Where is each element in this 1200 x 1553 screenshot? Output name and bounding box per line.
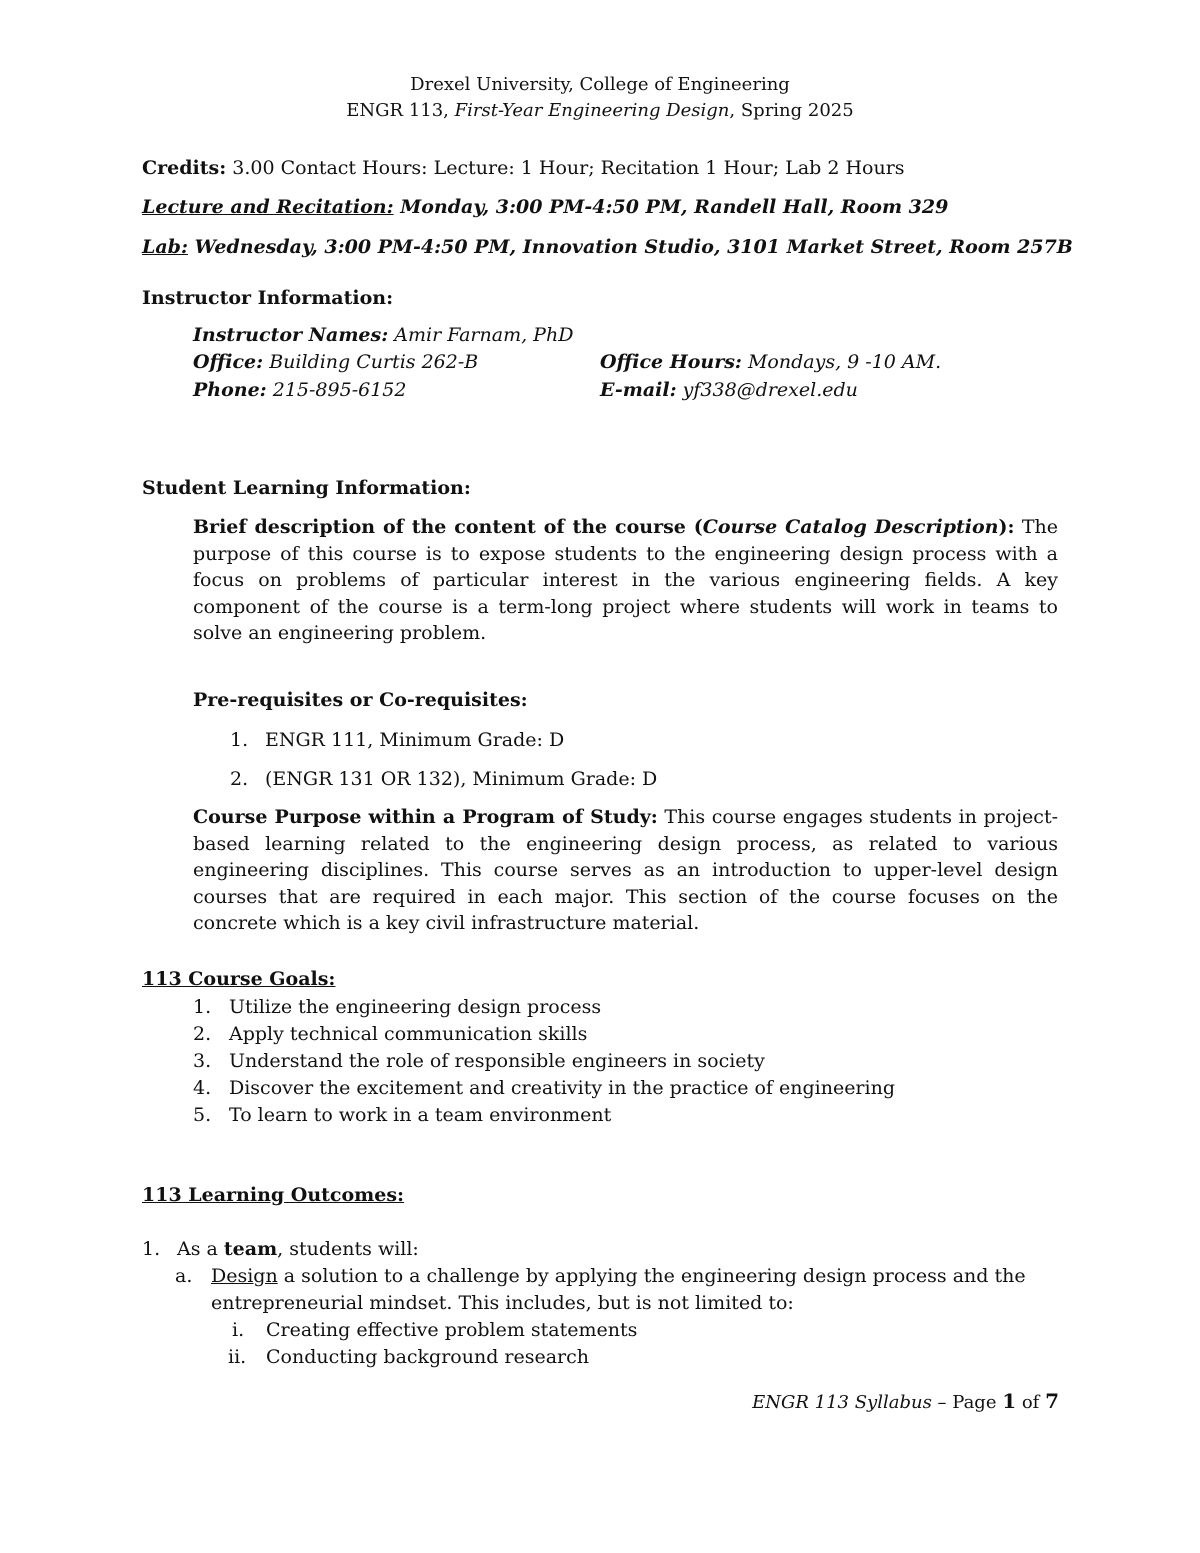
course-description [193,514,1058,647]
course-title: First-Year Engineering Design [454,100,730,121]
goal-item [193,1048,765,1074]
goal-number: 3. [193,1050,212,1072]
instructor-names [193,322,573,348]
office-hours-label: Office Hours: [600,351,742,373]
goal-number: 5. [193,1104,212,1126]
office-label: Office: [193,351,264,373]
description-text: The purpose of this course is to expose students to the engineering design process with a focus on problems of particular interest in the various engineering fields. A key component of the course is a term-long project where students will work in teams to solve an engineering problem. [193,516,1058,644]
course-term: , Spring 2025 [729,100,854,121]
university-line [0,73,1200,97]
outcome-design-word: Design [211,1265,278,1287]
instructor-office-hours [600,349,941,375]
instructor-email [600,377,858,403]
outcome-number: 1. [142,1238,161,1260]
footer-total-pages: 7 [1045,1389,1059,1413]
outcome-roman: i. [232,1319,245,1341]
student-learning-heading: Student Learning Information: [142,477,471,499]
outcome-letter: a. [175,1265,193,1287]
prereq-number: 1. [230,729,249,751]
outcome-team: team [223,1238,278,1260]
goal-item [193,1102,611,1128]
outcome-text-post: , students will: [277,1238,419,1260]
instructor-phone [193,377,406,403]
footer-doc-name: ENGR 113 Syllabus [752,1392,932,1413]
outcome-text-pre: As a [177,1238,224,1260]
goal-number: 4. [193,1077,212,1099]
description-label: Brief description of the content of the course ( [193,516,703,538]
goal-text: To learn to work in a team environment [229,1104,612,1126]
instructor-names-label: Instructor Names: [193,324,389,346]
lab-text: Wednesday, 3:00 PM-4:50 PM, Innovation Studio, 3101 Market Street, Room 257B [187,236,1073,258]
prereq-item [230,766,657,792]
prereq-text: (ENGR 131 OR 132), Minimum Grade: D [265,768,658,790]
goal-item [193,1021,587,1047]
outcome-sub-text: Creating effective problem statements [266,1319,638,1341]
lecture-text: Monday, 3:00 PM-4:50 PM, Randell Hall, Room 329 [393,196,949,218]
university-name: Drexel University, College of Engineering [410,74,790,95]
email-label: E-mail: [600,379,677,401]
goal-text: Apply technical communication skills [229,1023,588,1045]
footer-page-text: – Page [931,1392,1003,1413]
course-title-line [0,99,1200,123]
outcome-subitem [232,1317,637,1343]
lab-label: Lab: [142,236,188,258]
lab-line [142,234,1073,260]
outcome-item-a [175,1263,1026,1289]
page-footer [752,1389,1059,1415]
description-label-end: ): [998,516,1015,538]
prereq-text: ENGR 111, Minimum Grade: D [265,729,565,751]
outcome-a-text: a solution to a challenge by applying the engineering design process and the [277,1265,1026,1287]
purpose-text: This course engages students in project-based learning related to the engineering design process, as related to various engineering disciplines. This course serves as an introduction to upper-level design courses that are required in each major. This section of the course focuses on the concrete which is a key civil infrastructure material. [193,806,1058,934]
goal-item [193,994,601,1020]
outcome-item-1 [142,1236,419,1262]
footer-of-text: of [1016,1392,1046,1413]
goal-number: 1. [193,996,212,1018]
goal-text: Understand the role of responsible engineers in society [229,1050,765,1072]
phone-value: 215-895-6152 [266,379,407,401]
instructor-office [193,349,478,375]
outcomes-heading: 113 Learning Outcomes: [142,1184,405,1206]
purpose-label: Course Purpose within a Program of Study: [193,806,658,828]
outcome-subitem [228,1344,589,1370]
course-code: ENGR 113, [346,100,455,121]
credits-text: 3.00 Contact Hours: Lecture: 1 Hour; Recitation 1 Hour; Lab 2 Hours [226,157,905,179]
course-purpose [193,804,1058,937]
footer-page-number: 1 [1002,1389,1017,1413]
goal-item [193,1075,895,1101]
phone-label: Phone: [193,379,267,401]
credits-line [142,155,905,181]
instructor-heading: Instructor Information: [142,287,394,309]
instructor-names-value: Amir Farnam, PhD [388,324,574,346]
email-value: yf338@drexel.edu [676,379,858,401]
prereq-heading: Pre-requisites or Co-requisites: [193,689,528,711]
prereq-item [230,727,564,753]
goal-number: 2. [193,1023,212,1045]
office-value: Building Curtis 262-B [263,351,479,373]
goal-text: Utilize the engineering design process [229,996,602,1018]
goal-text: Discover the excitement and creativity in the practice of engineering [229,1077,895,1099]
prereq-number: 2. [230,768,249,790]
catalog-description-label: Course Catalog Description [702,516,999,538]
outcome-roman: ii. [228,1346,247,1368]
lecture-line [142,194,948,220]
outcome-item-a-continuation: entrepreneurial mindset. This includes, but is not limited to: [211,1292,794,1314]
outcome-sub-text: Conducting background research [266,1346,590,1368]
credits-label: Credits: [142,157,227,179]
goals-heading: 113 Course Goals: [142,968,336,990]
office-hours-value: Mondays, 9 -10 AM. [741,351,942,373]
lecture-label: Lecture and Recitation: [142,196,394,218]
